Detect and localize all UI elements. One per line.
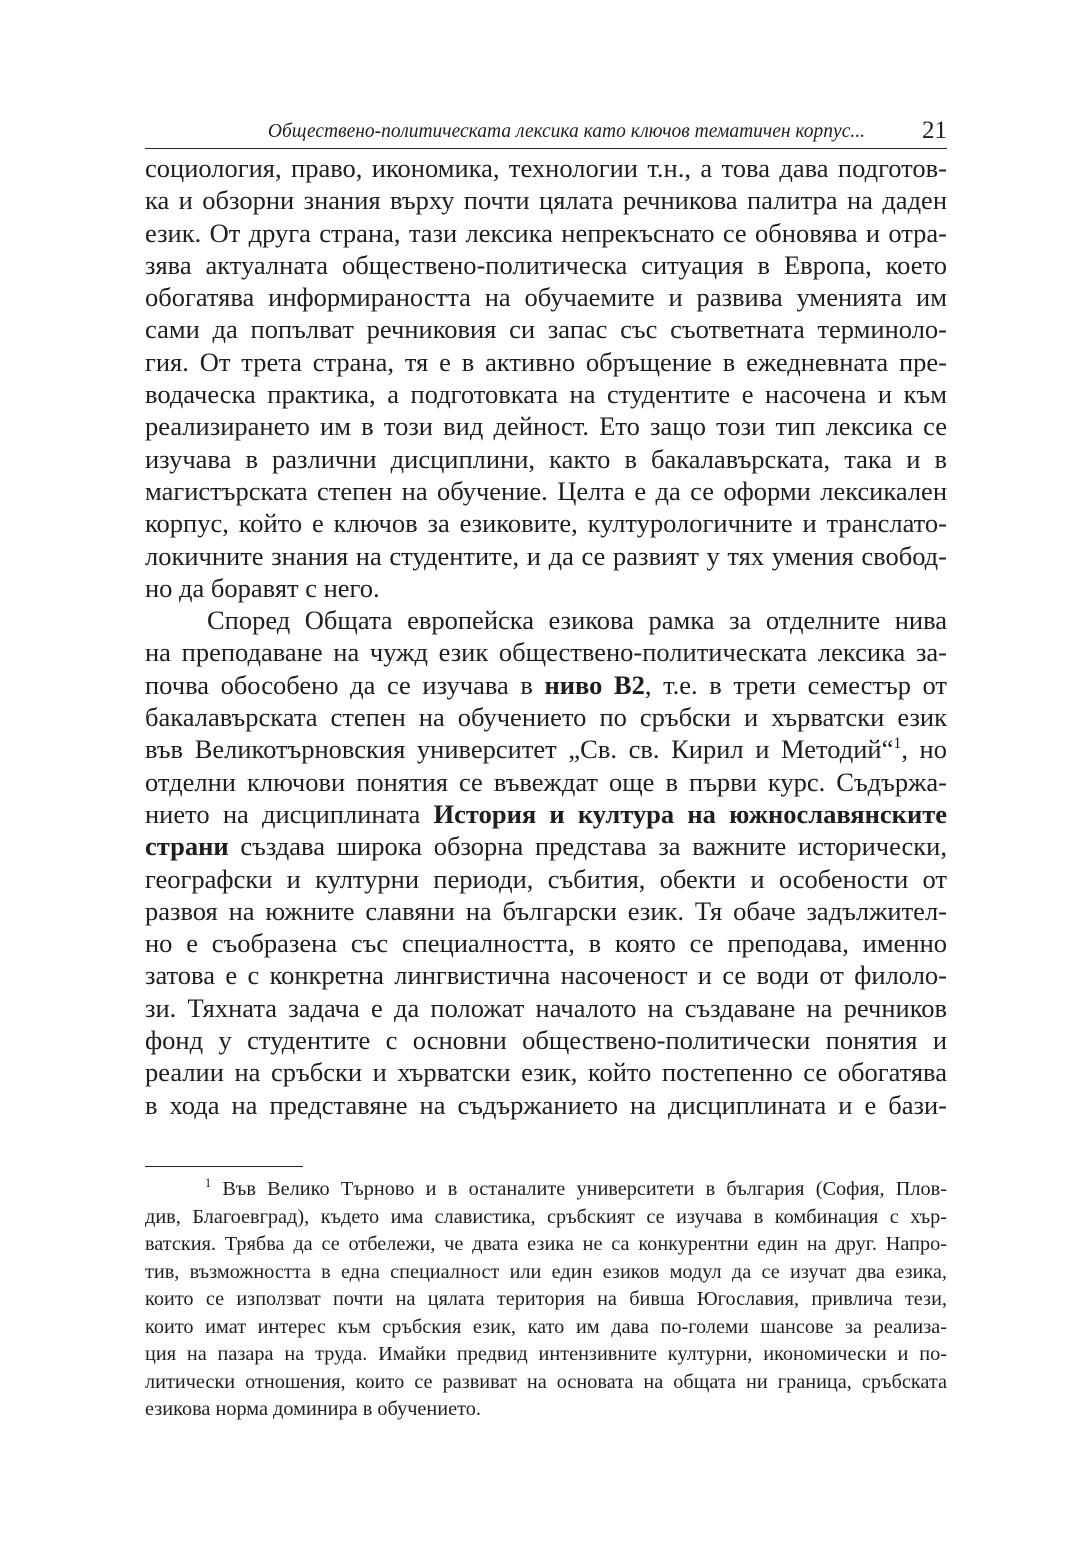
text-line: гия. От трета страна, тя е в активно обръщение в ежедневната пре-	[145, 346, 947, 377]
bold-course-title-end: страни	[145, 831, 229, 862]
footnote-first-line	[145, 1176, 947, 1204]
footnote-line: литически отношения, които се развиват на основата на общата ни граница, сръбската	[145, 1370, 947, 1393]
text-line: в хода на представяне на съдържанието на дисциплината и е бази-	[145, 1089, 947, 1120]
footnote	[145, 1176, 947, 1424]
text-line: затова е с конкретна лингвистична насоченост и се води от филоло-	[145, 960, 947, 991]
footnote-line: езикова норма доминира в обучението.	[145, 1398, 481, 1420]
text-line: но е съобразена със специалността, в която се преподава, именно	[145, 928, 947, 959]
bold-course-title: История и култура на южнославянските	[433, 798, 947, 829]
text-line: език. От друга страна, тази лексика непрекъснато се обновява и отра-	[145, 217, 947, 248]
footnote-reference[interactable]: 1	[893, 735, 902, 753]
text-line: реализирането им в този вид дейност. Ето защо този тип лексика се	[145, 411, 947, 442]
footnote-line: които имат интерес към сръбския език, като им дава по-големи шансове за реализа-	[145, 1315, 947, 1338]
text-line: географски и културни периоди, събития, обекти и особености от	[145, 863, 947, 894]
body-text	[145, 152, 947, 1121]
text-line: реалии на сръбски и хърватски език, който постепенно се обогатява	[145, 1057, 947, 1088]
text-line: зи. Тяхната задача е да положат началото на създаване на речников	[145, 992, 947, 1023]
text-line	[145, 830, 947, 862]
text-line: отделни ключови понятия се въвеждат още в първи курс. Съдържа-	[145, 766, 947, 797]
footnote-line: ция на пазара на труда. Имайки предвид интензивните културни, икономически и по-	[145, 1343, 947, 1365]
bold-term-level-b2: ниво В2	[544, 669, 645, 700]
paragraph-first-line: Според Общата европейска езикова рамка за отделните нива	[207, 605, 947, 636]
text-line: но да боравят с него.	[145, 572, 380, 603]
text-line: локичните знания на студентите, и да се развият у тях умения свобод-	[145, 540, 947, 571]
footnote-divider	[145, 1166, 303, 1167]
text-line: на преподаване на чужд език обществено-политическата лексика за-	[145, 637, 947, 668]
text-line: развоя на южните славяни на български език. Тя обаче задължител-	[145, 895, 947, 926]
page-number: 21	[922, 117, 947, 144]
text-line: зява актуалната обществено-политическа ситуация в Европа, което	[145, 249, 947, 280]
text-run: почва обособено да се изучава в	[145, 669, 545, 700]
footnote-line: див, Благоевград), където има славистика, сръбският се изучава в комбинация с хър-	[145, 1205, 947, 1228]
text-line: обогатява информираността на обучаемите и развива уменията им	[145, 282, 947, 313]
text-run: , но	[901, 734, 947, 765]
text-line: корпус, който е ключов за езиковите, културологичните и транслато-	[145, 508, 947, 539]
footnote-line: тив, възможността в една специалност или един езиков модул да се изучат два езика,	[145, 1260, 947, 1283]
text-line: сами да попълват речниковия си запас със съответната терминоло-	[145, 314, 947, 345]
text-line	[145, 733, 947, 765]
text-line: ка и обзорни знания върху почти цялата речникова палитра на даден	[145, 185, 947, 216]
text-line: социология, право, икономика, технологии т.н., а това дава подготов-	[145, 153, 947, 183]
text-line: водаческа практика, а подготовката на студентите е насочена и към	[145, 379, 947, 410]
text-line: изучава в различни дисциплини, както в бакалавърската, така и в	[145, 443, 947, 474]
text-run: , т.е. в трети семестър от	[644, 669, 948, 700]
text-line	[145, 669, 947, 701]
text-line	[145, 798, 947, 830]
text-line: магистърската степен на обучение. Целта е да се оформи лексикален	[145, 475, 947, 506]
text-line: бакалавърската степен на обучението по сръбски и хърватски език	[145, 702, 947, 733]
running-title: Обществено-политическата лексика като ключов тематичен корпус...	[267, 121, 865, 142]
footnote-marker: 1	[205, 1176, 212, 1191]
running-header	[145, 112, 947, 149]
footnote-line: които се използват почти на цялата територия на бивша Югославия, привлича тези,	[145, 1288, 947, 1310]
footnote-line: ватския. Трябва да се отбележи, че двата езика не са конкурентни един на друг. Напро-	[145, 1233, 947, 1255]
text-run: Във Велико Търново и в останалите университети в българия (София, Плов-	[211, 1178, 947, 1200]
text-run: във Великотърновския университет „Св. св. Кирил и Методий“	[145, 734, 894, 765]
text-run: нието на дисциплината	[145, 798, 434, 829]
text-run: създава широка обзорна представа за важните исторически,	[228, 831, 947, 862]
text-line: фонд у студентите с основни обществено-политически понятия и	[145, 1025, 947, 1056]
